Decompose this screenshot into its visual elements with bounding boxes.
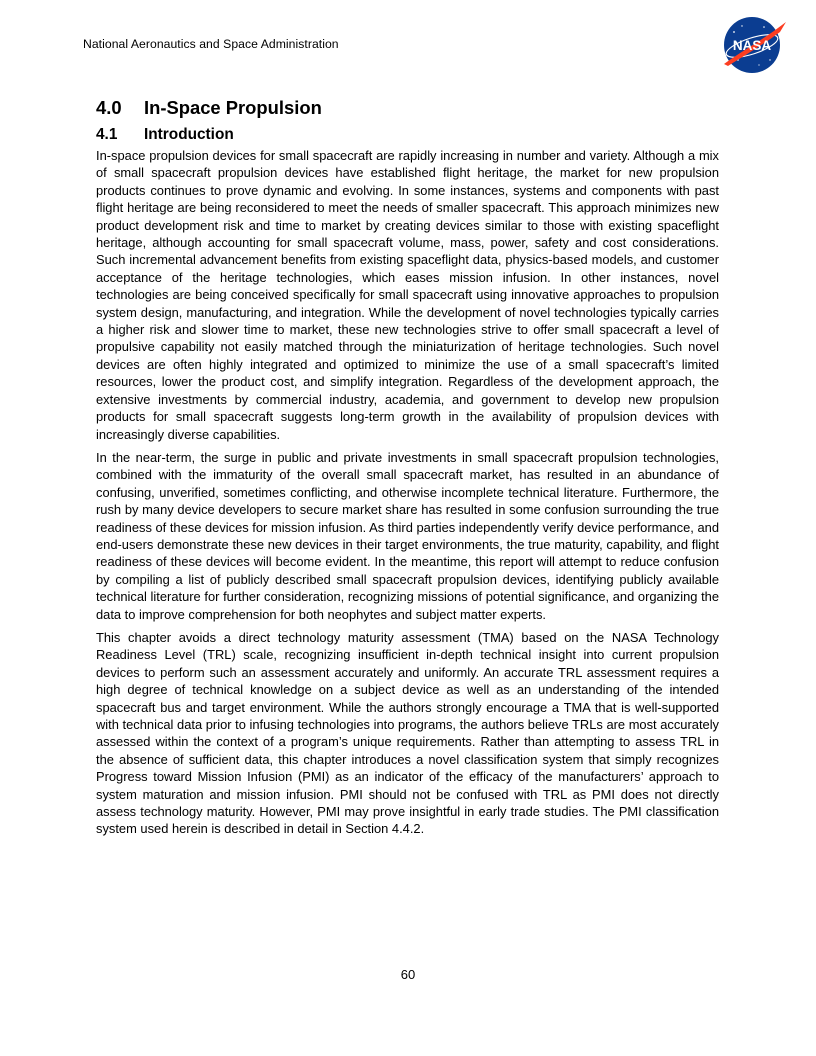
page-number: 60 bbox=[400, 967, 416, 982]
document-body bbox=[96, 94, 719, 844]
logo-star bbox=[763, 26, 765, 28]
paragraph: In the near-term, the surge in public and private investments in small spacecraft propulsion technologies, combined with the immaturity of the overall small spacecraft market, has resulted in an abundance of confusing, unverified, sometimes conflicting, and otherwise incomplete technical literature. Furthermore, the rush by many device developers to secure market share has resulted in some confusion surrounding the true readiness of these devices for mission infusion. As third parties independently verify device performance, and end-users demonstrate these new devices in their target environments, the true maturity, capability, and flight readiness of these devices will become evident. In the meantime, this report will attempt to reduce confusion by compiling a list of publicly described small spacecraft propulsion devices, identifying publicly available technical literature for further consideration, recognizing missions of potential significance, and organizing the data to improve comprehension for both neophytes and subject matter experts. bbox=[96, 449, 719, 622]
paragraph: In-space propulsion devices for small spacecraft are rapidly increasing in number and variety. Although a mix of small spacecraft propulsion devices have established flight heritage, the market for new propulsion products continues to prove dynamic and evolving. In some instances, systems and components with past flight heritage are being reconsidered to meet the needs of smaller spacecraft. This approach minimizes new product development risk and time to market by creating devices similar to those with existing spaceflight heritage, although accounting for small spacecraft volume, mass, power, safety and cost considerations. Such incremental advancement benefits from existing spaceflight data, physics-based models, and customer acceptance of the heritage technologies, which eases mission infusion. In other instances, novel technologies are being conceived specifically for small spacecraft using innovative approaches to propulsion system design, manufacturing, and integration. While the development of novel technologies typically carries a higher risk and slower time to market, these new technologies strive to offer small spacecraft a level of propulsive capability not easily matched through the miniaturization of heritage technologies. Such novel devices are often highly integrated and optimized to minimize the use of a small spacecraft’s limited resources, lower the product cost, and simplify integration. Regardless of the development approach, the extensive investments by commercial industry, academia, and government to develop new propulsion products for small spacecraft suggests long-term growth in the availability of propulsion devices with increasingly diverse capabilities. bbox=[96, 148, 719, 442]
subsection-number: 4.1 bbox=[96, 126, 118, 143]
logo-star bbox=[758, 64, 759, 65]
logo-star bbox=[733, 31, 735, 33]
header-organization: National Aeronautics and Space Administration bbox=[83, 37, 339, 51]
logo-star bbox=[769, 59, 770, 60]
section-heading bbox=[96, 94, 719, 122]
section-number: 4.0 bbox=[96, 97, 122, 118]
nasa-logo-icon bbox=[720, 16, 788, 74]
nasa-meatball-svg bbox=[720, 16, 788, 74]
logo-wordmark: NASA bbox=[732, 38, 772, 53]
subsection-title: Introduction bbox=[144, 126, 234, 143]
subsection-heading bbox=[96, 122, 719, 147]
paragraph: This chapter avoids a direct technology maturity assessment (TMA) based on the NASA Technology Readiness Level (TRL) scale, recognizing insufficient in-depth technical insight into current propulsion devices to perform such an assessment accurately and uniformly. An accurate TRL assessment requires a high degree of technical knowledge on a subject device as well as an understanding of the intended spacecraft bus and target environment. While the authors strongly encourage a TMA that is well-supported with technical data prior to infusing technologies into programs, the authors believe TRLs are most accurately assessed within the context of a program’s unique requirements. Rather than attempting to assess TRL in the absence of sufficient data, this chapter introduces a novel classification system that simply recognizes Progress toward Mission Infusion (PMI) as an indicator of the efficacy of the manufacturers’ approach to system maturation and mission infusion. PMI should not be confused with TRL as PMI does not directly assess technology maturity. However, PMI may prove insightful in early trade studies. The PMI classification system used herein is described in detail in Section 4.4.2. bbox=[96, 629, 719, 837]
section-title: In-Space Propulsion bbox=[144, 97, 322, 118]
logo-star bbox=[741, 25, 742, 26]
